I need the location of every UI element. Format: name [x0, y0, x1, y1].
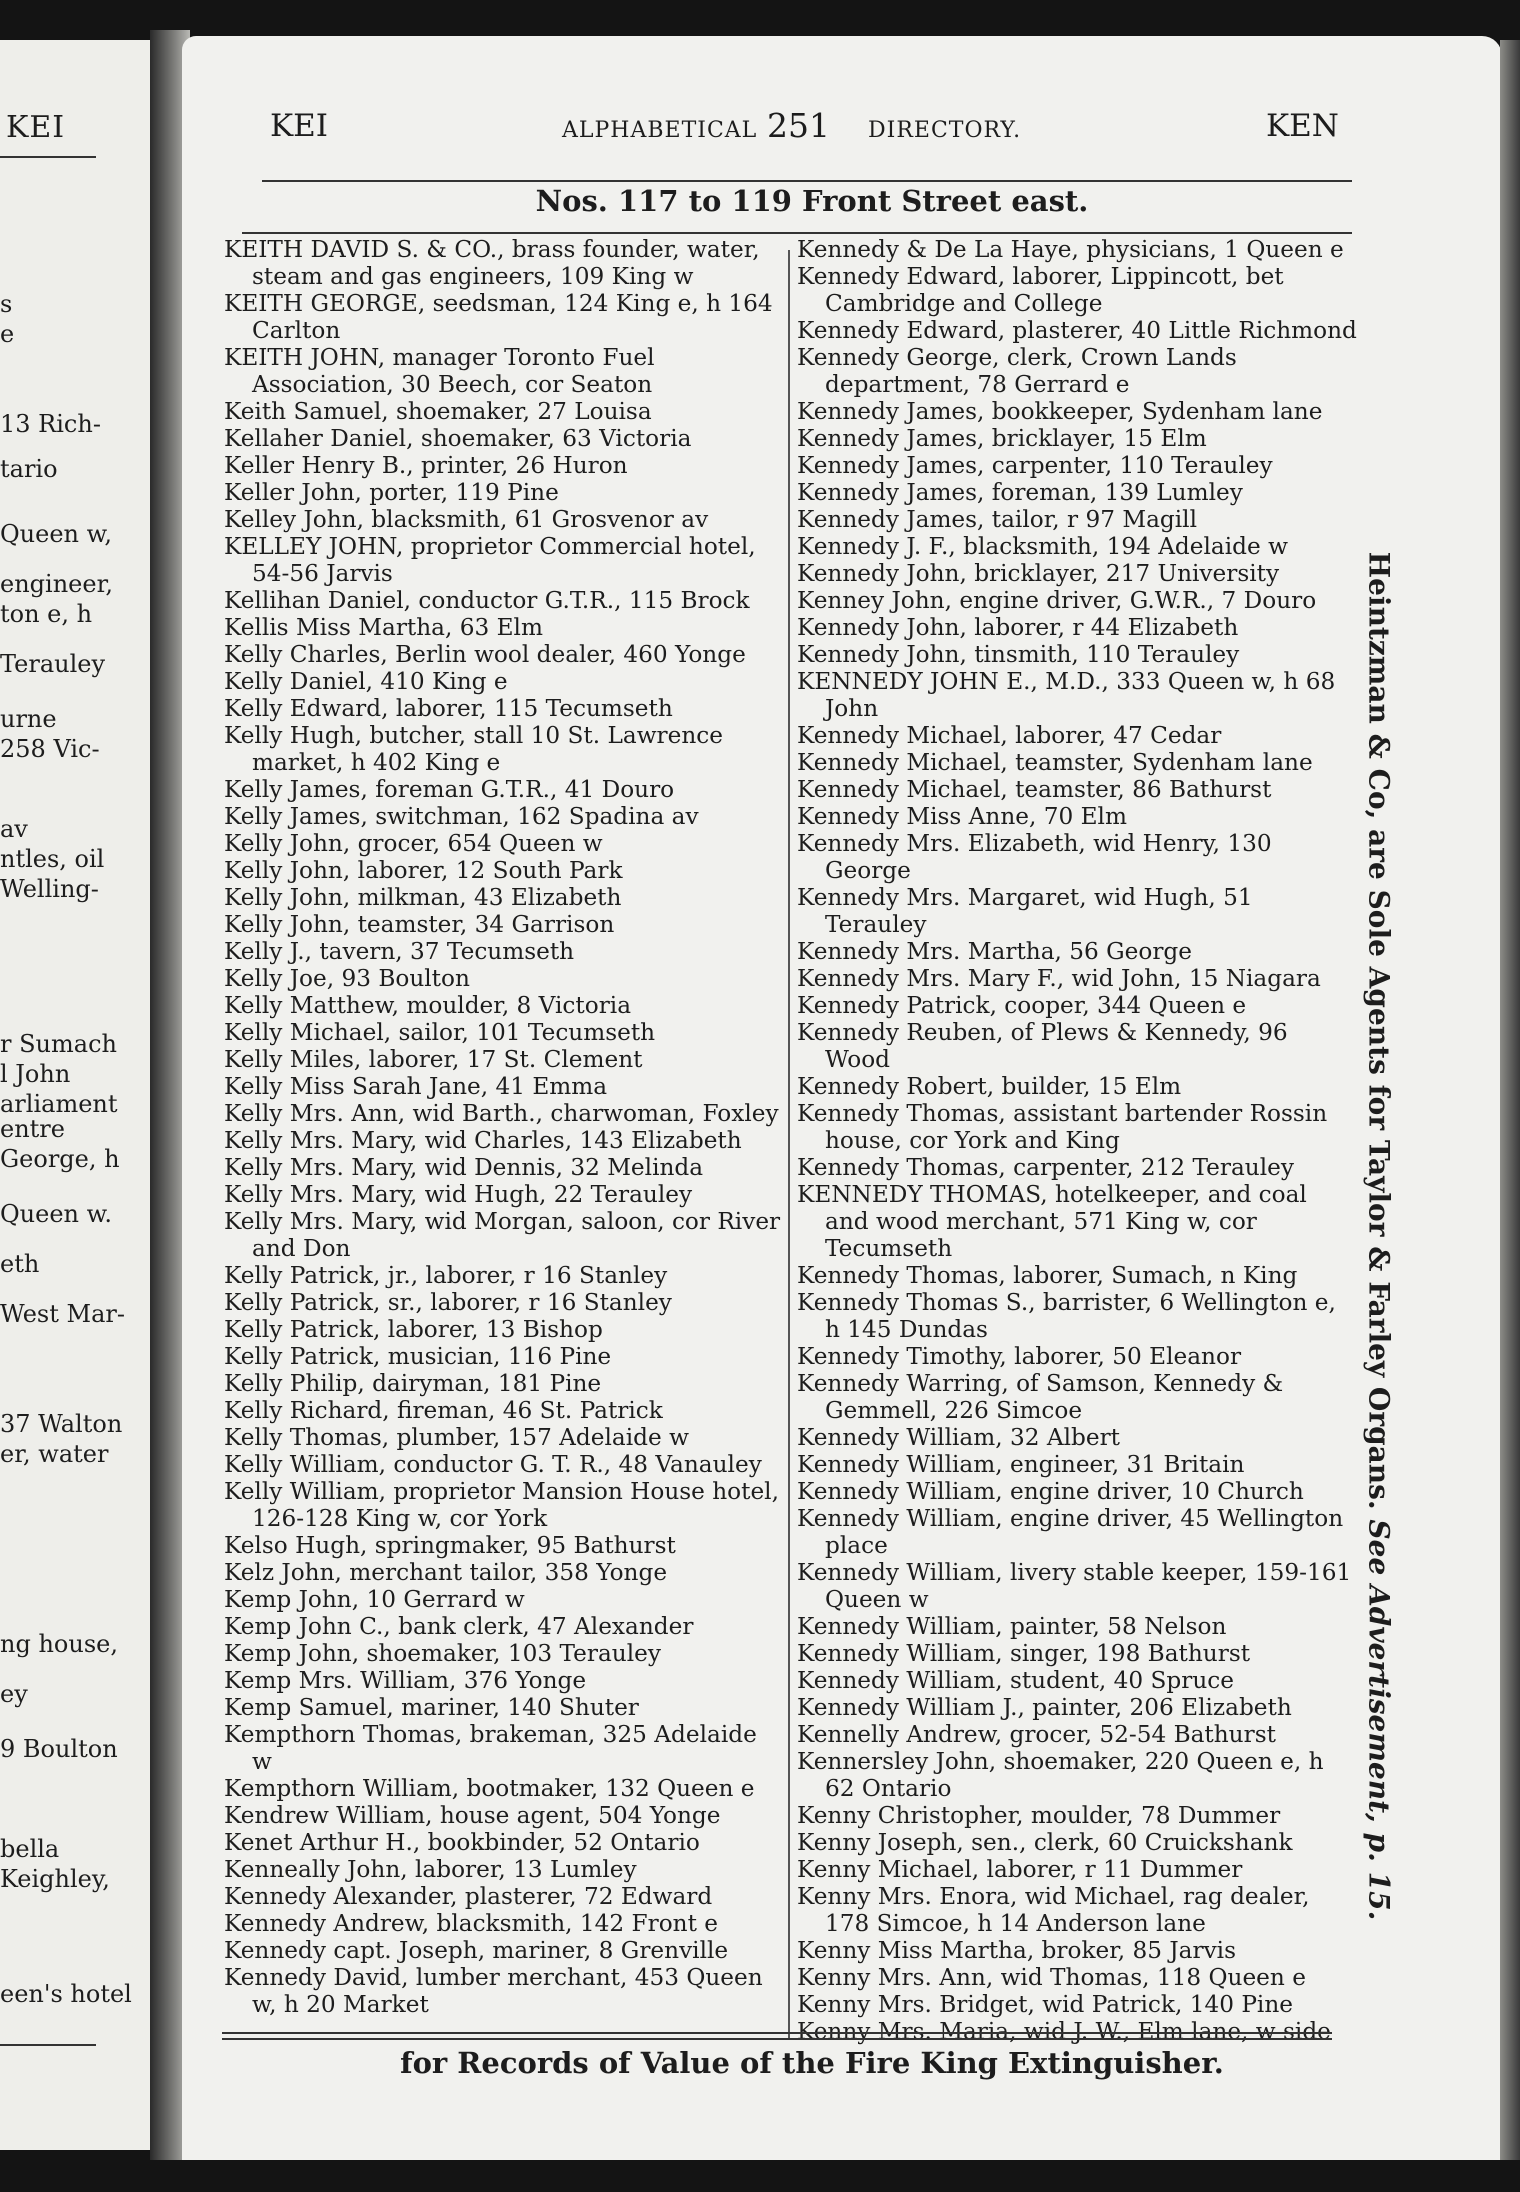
facing-page-header: KEI: [6, 110, 66, 145]
page-number: 251: [767, 106, 830, 145]
directory-entry: Kelly John, teamster, 34 Garrison: [224, 911, 615, 938]
header-rule: [262, 180, 1352, 182]
directory-entry: Kennedy Edward, plasterer, 40 Little Richmond: [797, 317, 1357, 344]
directory-entry: Kenny Joseph, sen., clerk, 60 Cruickshank: [797, 1829, 1293, 1856]
directory-entry: Kennedy Miss Anne, 70 Elm: [797, 803, 1127, 830]
page-edge: [1500, 40, 1520, 2160]
directory-entry: Kemp Samuel, mariner, 140 Shuter: [224, 1694, 639, 1721]
directory-entry: Kennedy William J., painter, 206 Elizabeth: [797, 1694, 1292, 1721]
directory-entry: Kennedy Thomas, laborer, Sumach, n King: [797, 1262, 1298, 1289]
banner-rule: [242, 232, 1352, 234]
facing-page-line: 37 Walton: [0, 1410, 123, 1438]
facing-page-line: e: [0, 320, 15, 348]
facing-page-line: Terauley: [0, 650, 106, 678]
facing-page-line: Queen w.: [0, 1200, 112, 1228]
directory-entry: Kelly Patrick, sr., laborer, r 16 Stanley: [224, 1289, 672, 1316]
directory-entry: Kennedy James, foreman, 139 Lumley: [797, 479, 1243, 506]
directory-entry: Kennedy Thomas S., barrister, 6 Wellington e, h 145 Dundas: [797, 1289, 1336, 1343]
directory-entry: Kennedy Michael, laborer, 47 Cedar: [797, 722, 1222, 749]
directory-entry: Kelly Charles, Berlin wool dealer, 460 Yonge: [224, 641, 746, 668]
directory-entry: Kelly Edward, laborer, 115 Tecumseth: [224, 695, 673, 722]
directory-entry: Kelly Mrs. Mary, wid Charles, 143 Elizabeth: [224, 1127, 742, 1154]
directory-entry: Kennedy William, singer, 198 Bathurst: [797, 1640, 1251, 1667]
directory-entry: Kennedy Mrs. Mary F., wid John, 15 Niagara: [797, 965, 1321, 992]
facing-page-line: engineer,: [0, 570, 114, 598]
directory-entry: Kelly Daniel, 410 King e: [224, 668, 508, 695]
directory-entry: Kennedy Alexander, plasterer, 72 Edward: [224, 1883, 713, 1910]
running-head-title: ALPHABETICAL: [562, 118, 758, 143]
facing-page-line: ey: [0, 1680, 28, 1708]
directory-entry: Kennedy John, laborer, r 44 Elizabeth: [797, 614, 1239, 641]
facing-page-line: ton e, h: [0, 600, 93, 628]
directory-entry: Kennedy James, carpenter, 110 Terauley: [797, 452, 1273, 479]
facing-page-line: eth: [0, 1250, 40, 1278]
directory-entry: Kelly Thomas, plumber, 157 Adelaide w: [224, 1424, 689, 1451]
directory-entry: Kendrew William, house agent, 504 Yonge: [224, 1802, 721, 1829]
directory-entry: Kelly Mrs. Ann, wid Barth., charwoman, Foxley: [224, 1100, 779, 1127]
directory-entry: Kennedy J. F., blacksmith, 194 Adelaide w: [797, 533, 1288, 560]
facing-page-line: urne: [0, 705, 57, 733]
directory-entry: Kennedy capt. Joseph, mariner, 8 Grenville: [224, 1937, 729, 1964]
directory-entry: Kennersley John, shoemaker, 220 Queen e, h 62 Ontario: [797, 1748, 1324, 1802]
directory-entry: KELLEY JOHN, proprietor Commercial hotel, 54-56 Jarvis: [224, 533, 756, 587]
directory-entry: Kelly Miss Sarah Jane, 41 Emma: [224, 1073, 608, 1100]
directory-entry: Kennedy Timothy, laborer, 50 Eleanor: [797, 1343, 1242, 1370]
directory-entry: Kennedy James, bricklayer, 15 Elm: [797, 425, 1207, 452]
column-divider: [788, 250, 790, 2040]
directory-entry: Kennedy James, tailor, r 97 Magill: [797, 506, 1197, 533]
directory-entry: Kennedy Thomas, assistant bartender Rossin house, cor York and King: [797, 1100, 1328, 1154]
directory-entry: Kelly Philip, dairyman, 181 Pine: [224, 1370, 602, 1397]
directory-entry: Kenny Mrs. Enora, wid Michael, rag dealer, 178 Simcoe, h 14 Anderson lane: [797, 1883, 1310, 1937]
directory-entry: Keller Henry B., printer, 26 Huron: [224, 452, 628, 479]
facing-page-line: een's hotel: [0, 1980, 132, 2008]
directory-entry: KEITH DAVID S. & CO., brass founder, water, steam and gas engineers, 109 King w: [224, 236, 760, 290]
directory-entry: Kelly Hugh, butcher, stall 10 St. Lawrence market, h 402 King e: [224, 722, 723, 776]
facing-page-line: s: [0, 290, 13, 318]
directory-entry: Kempthorn Thomas, brakeman, 325 Adelaide w: [224, 1721, 757, 1775]
directory-entry: Kelly Mrs. Mary, wid Dennis, 32 Melinda: [224, 1154, 704, 1181]
directory-entry: Kemp John C., bank clerk, 47 Alexander: [224, 1613, 694, 1640]
bottom-advert-banner: for Records of Value of the Fire King Extinguisher.: [400, 2046, 1224, 2080]
directory-entry: Kennelly Andrew, grocer, 52-54 Bathurst: [797, 1721, 1276, 1748]
facing-page-line: George, h: [0, 1145, 120, 1173]
directory-entry: Kennedy Robert, builder, 15 Elm: [797, 1073, 1182, 1100]
directory-entry: Kenny Christopher, moulder, 78 Dummer: [797, 1802, 1281, 1829]
directory-entry: Kennedy Mrs. Martha, 56 George: [797, 938, 1192, 965]
facing-page-line: Queen w,: [0, 520, 112, 548]
directory-entry: Kenny Mrs. Maria, wid J. W., Elm lane, w side: [797, 2018, 1331, 2045]
directory-entry: Kennedy Reuben, of Plews & Kennedy, 96 Wood: [797, 1019, 1288, 1073]
facing-page-line: 9 Boulton: [0, 1735, 118, 1763]
directory-entry: Kemp Mrs. William, 376 Yonge: [224, 1667, 587, 1694]
directory-entry: Kennedy John, bricklayer, 217 University: [797, 560, 1280, 587]
directory-entry: Kennedy David, lumber merchant, 453 Queen w, h 20 Market: [224, 1964, 763, 2018]
directory-entry: Kenny Michael, laborer, r 11 Dummer: [797, 1856, 1243, 1883]
facing-page-rule-bottom: [0, 2044, 96, 2046]
directory-entry: Kemp John, shoemaker, 103 Terauley: [224, 1640, 661, 1667]
directory-entry: Kempthorn William, bootmaker, 132 Queen e: [224, 1775, 755, 1802]
directory-entry: Kelly Matthew, moulder, 8 Victoria: [224, 992, 632, 1019]
facing-page-rule: [0, 156, 96, 158]
facing-page-line: West Mar-: [0, 1300, 125, 1328]
directory-entry: Kemp John, 10 Gerrard w: [224, 1586, 525, 1613]
directory-entry: Kelly James, foreman G.T.R., 41 Douro: [224, 776, 675, 803]
directory-entry: Kelly Patrick, musician, 116 Pine: [224, 1343, 612, 1370]
directory-entry: Kelz John, merchant tailor, 358 Yonge: [224, 1559, 668, 1586]
facing-page-line: ng house,: [0, 1630, 118, 1658]
facing-page-line: 258 Vic-: [0, 735, 100, 763]
directory-entry: Kennedy William, painter, 58 Nelson: [797, 1613, 1227, 1640]
directory-entry: Kelly Michael, sailor, 101 Tecumseth: [224, 1019, 656, 1046]
side-advert-reference: See Advertisement, p. 15.: [1362, 1519, 1396, 1921]
directory-entry: Kennedy Edward, laborer, Lippincott, bet Cambridge and College: [797, 263, 1284, 317]
directory-entry: Kelly J., tavern, 37 Tecumseth: [224, 938, 575, 965]
directory-entry: Kenney John, engine driver, G.W.R., 7 Douro: [797, 587, 1317, 614]
directory-entry: Kennedy Warring, of Samson, Kennedy & Gemmell, 226 Simcoe: [797, 1370, 1284, 1424]
directory-entry: Kennedy Thomas, carpenter, 212 Terauley: [797, 1154, 1294, 1181]
directory-entry: Kennedy Mrs. Elizabeth, wid Henry, 130 George: [797, 830, 1272, 884]
running-head-right: KEN: [1266, 108, 1339, 144]
directory-entry: Kenet Arthur H., bookbinder, 52 Ontario: [224, 1829, 700, 1856]
directory-entry: Kelly John, grocer, 654 Queen w: [224, 830, 603, 857]
directory-entry: Kennedy Michael, teamster, Sydenham lane: [797, 749, 1313, 776]
directory-entry: Kennedy James, bookkeeper, Sydenham lane: [797, 398, 1323, 425]
directory-entry: Kennedy Michael, teamster, 86 Bathurst: [797, 776, 1272, 803]
facing-page-line: Keighley,: [0, 1865, 110, 1893]
facing-page-line: bella: [0, 1835, 60, 1863]
directory-entry: Kennedy John, tinsmith, 110 Terauley: [797, 641, 1240, 668]
directory-entry: Kelly Patrick, jr., laborer, r 16 Stanley: [224, 1262, 668, 1289]
footer-rule-1: [222, 2032, 1332, 2034]
side-advert: [1363, 552, 1396, 1921]
running-head-left: KEI: [270, 108, 329, 144]
directory-entry: Kelley John, blacksmith, 61 Grosvenor av: [224, 506, 709, 533]
directory-entry: Kellihan Daniel, conductor G.T.R., 115 Brock: [224, 587, 750, 614]
directory-entry: Kennedy William, student, 40 Spruce: [797, 1667, 1235, 1694]
directory-entry: KEITH JOHN, manager Toronto Fuel Association, 30 Beech, cor Seaton: [224, 344, 655, 398]
facing-page-line: 13 Rich-: [0, 410, 101, 438]
directory-entry: Kellis Miss Martha, 63 Elm: [224, 614, 543, 641]
facing-page-line: er, water: [0, 1440, 109, 1468]
directory-entry: Kenny Mrs. Ann, wid Thomas, 118 Queen e: [797, 1964, 1306, 1991]
directory-entry: Kelly Miles, laborer, 17 St. Clement: [224, 1046, 643, 1073]
footer-rule-2: [222, 2038, 1332, 2040]
top-advert-banner: Nos. 117 to 119 Front Street east.: [535, 184, 1089, 218]
directory-entry: Kelly William, conductor G. T. R., 48 Vanauley: [224, 1451, 762, 1478]
directory-entry: Kennedy Patrick, cooper, 344 Queen e: [797, 992, 1247, 1019]
facing-page-line: tario: [0, 455, 58, 483]
directory-entry: Kennedy Mrs. Margaret, wid Hugh, 51 Terauley: [797, 884, 1253, 938]
directory-entry: Kennedy William, livery stable keeper, 159-161 Queen w: [797, 1559, 1352, 1613]
directory-entry: Kennedy William, 32 Albert: [797, 1424, 1120, 1451]
directory-entry: Kennedy Andrew, blacksmith, 142 Front e: [224, 1910, 719, 1937]
facing-page: [0, 40, 170, 2150]
directory-entry: KENNEDY THOMAS, hotelkeeper, and coal and wood merchant, 571 King w, cor Tecumseth: [797, 1181, 1307, 1262]
right-column: [797, 236, 1357, 2045]
directory-entry: KEITH GEORGE, seedsman, 124 King e, h 164 Carlton: [224, 290, 773, 344]
directory-entry: Kelly John, milkman, 43 Elizabeth: [224, 884, 622, 911]
directory-entry: Kelly Joe, 93 Boulton: [224, 965, 470, 992]
directory-entry: Keller John, porter, 119 Pine: [224, 479, 559, 506]
directory-entry: Kenneally John, laborer, 13 Lumley: [224, 1856, 637, 1883]
facing-page-line: r Sumach: [0, 1030, 117, 1058]
directory-entry: Kennedy William, engine driver, 10 Church: [797, 1478, 1304, 1505]
left-column: [224, 236, 784, 2018]
directory-entry: Kelly Richard, fireman, 46 St. Patrick: [224, 1397, 663, 1424]
directory-entry: Kennedy & De La Haye, physicians, 1 Queen e: [797, 236, 1344, 263]
directory-entry: Kenny Miss Martha, broker, 85 Jarvis: [797, 1937, 1236, 1964]
directory-entry: Kelso Hugh, springmaker, 95 Bathurst: [224, 1532, 676, 1559]
directory-entry: Kelly John, laborer, 12 South Park: [224, 857, 623, 884]
directory-entry: Keith Samuel, shoemaker, 27 Louisa: [224, 398, 652, 425]
facing-page-line: av: [0, 815, 28, 843]
directory-entry: Kennedy George, clerk, Crown Lands department, 78 Gerrard e: [797, 344, 1237, 398]
facing-page-line: ntles, oil: [0, 845, 105, 873]
running-head-title-2: DIRECTORY.: [868, 118, 1022, 143]
facing-page-line: arliament: [0, 1090, 118, 1118]
directory-entry: Kellaher Daniel, shoemaker, 63 Victoria: [224, 425, 692, 452]
directory-entry: Kelly Patrick, laborer, 13 Bishop: [224, 1316, 603, 1343]
directory-entry: Kelly Mrs. Mary, wid Morgan, saloon, cor River and Don: [224, 1208, 781, 1262]
directory-entry: Kelly James, switchman, 162 Spadina av: [224, 803, 699, 830]
side-advert-main: Heintzman & Co, are Sole Agents for Taylor & Farley Organs.: [1362, 551, 1396, 1510]
directory-entry: Kennedy William, engine driver, 45 Wellington place: [797, 1505, 1344, 1559]
directory-page: [182, 36, 1502, 2160]
directory-entry: Kenny Mrs. Bridget, wid Patrick, 140 Pine: [797, 1991, 1293, 2018]
facing-page-line: entre: [0, 1115, 65, 1143]
facing-page-line: Welling-: [0, 875, 99, 903]
directory-entry: Kennedy William, engineer, 31 Britain: [797, 1451, 1245, 1478]
directory-entry: Kelly Mrs. Mary, wid Hugh, 22 Terauley: [224, 1181, 693, 1208]
directory-entry: Kelly William, proprietor Mansion House hotel, 126-128 King w, cor York: [224, 1478, 779, 1532]
directory-entry: KENNEDY JOHN E., M.D., 333 Queen w, h 68 John: [797, 668, 1336, 722]
facing-page-line: l John: [0, 1060, 71, 1088]
